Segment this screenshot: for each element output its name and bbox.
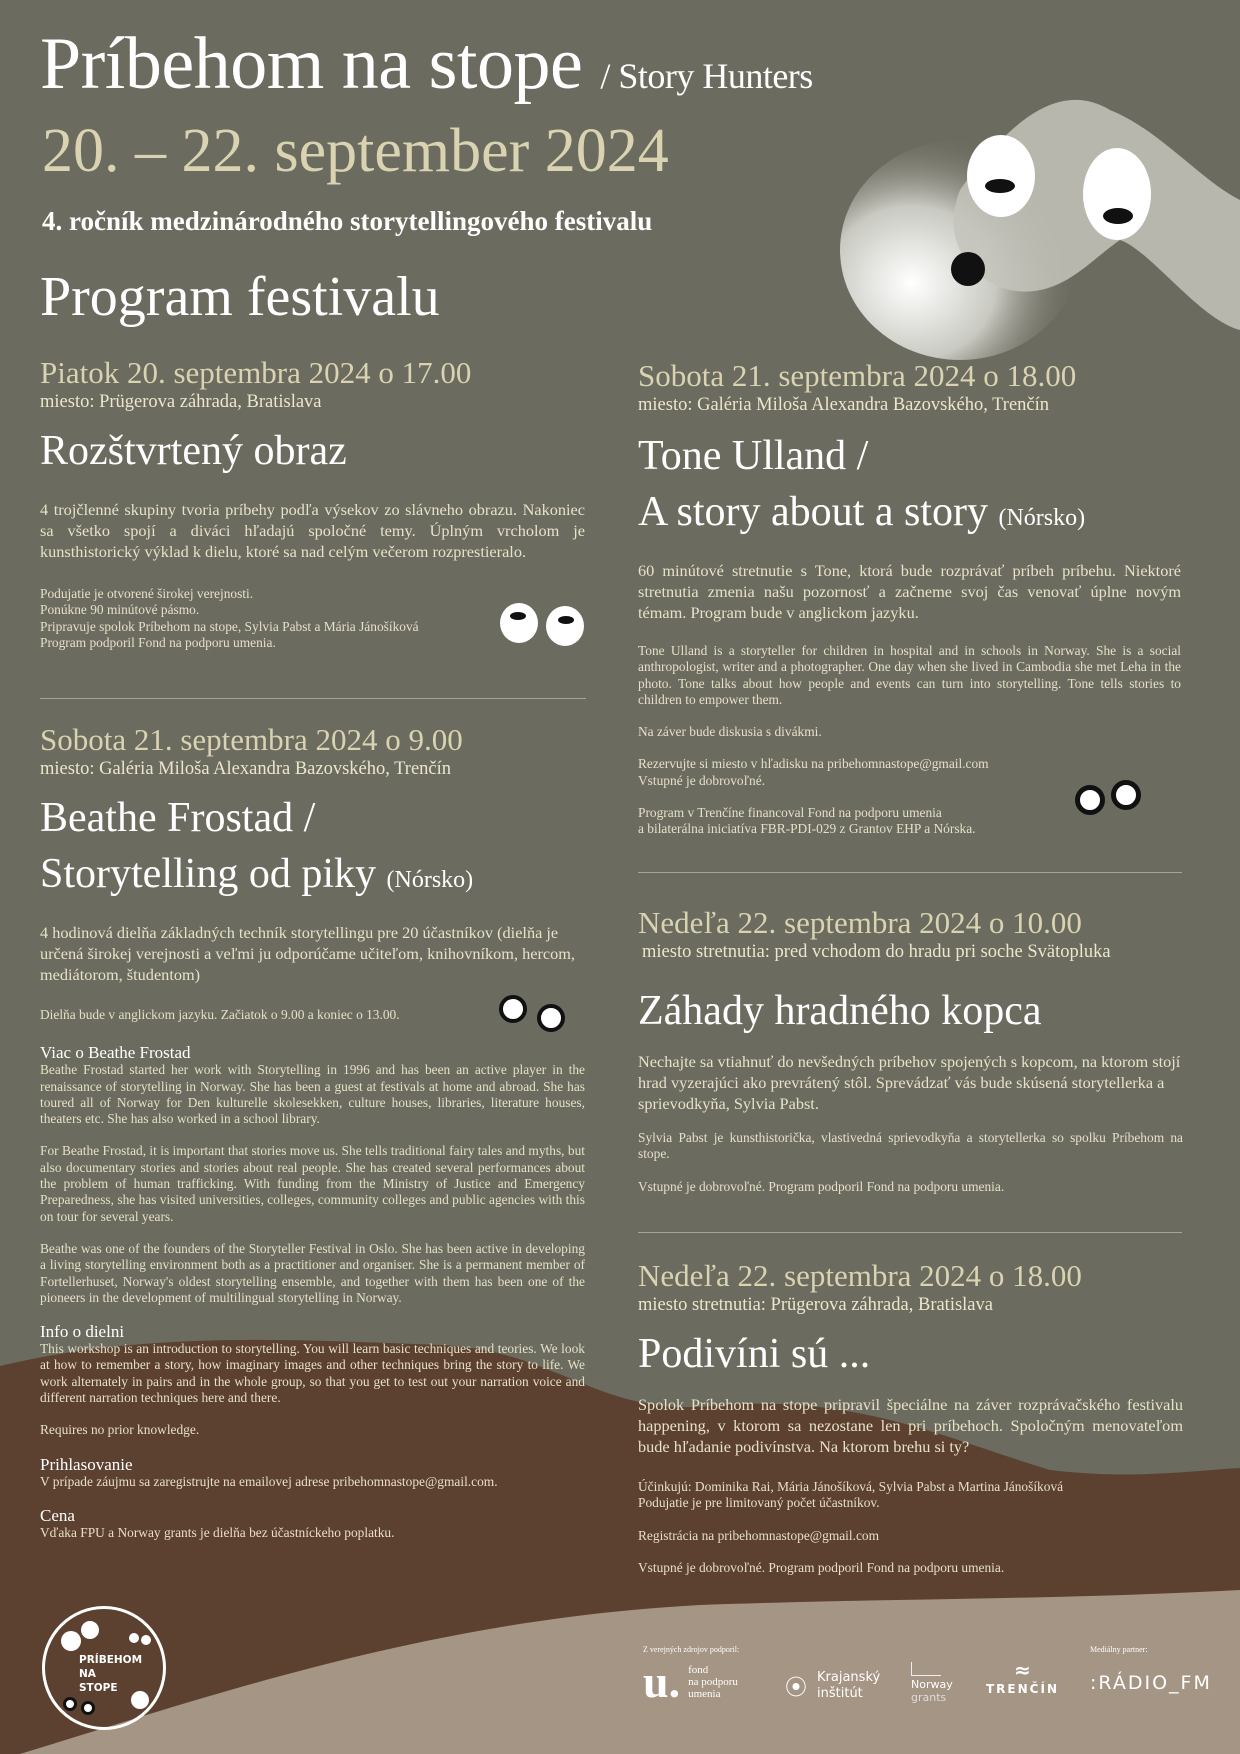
info-line: Program v Trenčíne financoval Fond na podporu umenia — [638, 805, 942, 821]
event-place: miesto: Galéria Miloša Alexandra Bazovského, Trenčín — [638, 395, 1050, 415]
event-description: 60 minútové stretnutie s Tone, ktorá bude rozprávať príbeh príbehu. Niektoré stretnutia zmenia našu pozornosť a začneme svoj čas venovať úplne novým témam. Program bude v anglickom jazyku. — [638, 561, 1181, 622]
event-description: Spolok Príbehom na stope pripravil špeciálne na záver rozprávačského festivalu happening, v ktorom sa nezostane len pri príbehoch. Spoločným menovateľom bude hľadanie podivínstva. Na ktorom brehu si ty? — [638, 1395, 1183, 1456]
eye-icon — [1111, 780, 1141, 810]
program-heading: Program festivalu — [40, 266, 440, 328]
info-line: Registrácia na pribehomnastope@gmail.com — [638, 1527, 880, 1543]
event-title: Záhady hradného kopca — [638, 988, 1042, 1034]
trencin-logo: ≈ TRENČÍN — [986, 1658, 1059, 1696]
event-2 — [40, 722, 585, 1541]
info-line: a bilaterálna iniciatíva FBR-PDI-029 z Grantov EHP a Nórska. — [638, 821, 976, 837]
divider — [40, 698, 586, 699]
krajansky-institut-logo: ⦿ Krajanský inštitút — [785, 1670, 881, 1701]
divider — [638, 1232, 1182, 1233]
info-paragraph: Tone Ulland is a storyteller for children in hospital and in schools in Norway. She is a social anthropologist, writer and a photographer. One day when she lived in Cambodia she met Leha in the photo. Tone talks about how people and events can turn into storytelling. Tone tells stories to children to empower them. — [638, 643, 1181, 707]
festival-logo: PRÍBEHOM NA STOPE — [42, 1606, 166, 1730]
event-date: Nedeľa 22. septembra 2024 o 10.00 — [638, 905, 1082, 940]
support-label: Z verejných zdrojov podporil: — [643, 1645, 740, 1654]
info-paragraph: Na záver bude diskusia s divákmi. — [638, 724, 822, 740]
creature-eye-right — [1083, 148, 1151, 240]
info-paragraph: Vstupné je dobrovoľné. Program podporil Fond na podporu umenia. — [638, 1178, 1005, 1194]
info-line: Vstupné je dobrovoľné. Program podporil Fond na podporu umenia. — [638, 1559, 1005, 1575]
event-place: miesto: Prügerova záhrada, Bratislava — [40, 392, 322, 412]
registration-text: V prípade záujmu sa zaregistrujte na emailovej adrese pribehomnastope@gmail.com. — [40, 1473, 498, 1489]
eye-icon — [499, 995, 527, 1023]
divider — [638, 872, 1182, 873]
info-line: Dielňa bude v anglickom jazyku. Začiatok o 9.00 a koniec o 13.00. — [40, 1007, 400, 1022]
bio-paragraph: Beathe was one of the founders of the Storyteller Festival in Oslo. She has been active in developing a living storytelling environment both as a practitioner and organiser. She is a permanent member of Fortellerhuset, Norway's oldest storytelling ensemble, and together with them has been one of the pioneers in the development of multilingual storytelling in Norway. — [40, 1240, 585, 1305]
radio-fm-logo: :RÁDIO_FM — [1090, 1672, 1212, 1694]
info-paragraph: This workshop is an introduction to storytelling. You will learn basic techniques and teories. We look at how to remember a story, how imaginary images and other techniques bring the story to life. We work alternately in pairs and in the whole group, so that you get to test out your narration voice and different narration techniques here and there. — [40, 1341, 585, 1406]
bio-paragraph: For Beathe Frostad, it is important that stories move us. She tells traditional fairy tales and myths, but also documentary stories and stories about real people. She has created several performances about the problem of human trafficking. With funding from the Ministry of Justice and Emergency Preparedness, she has visited universities, colleges, community colleges and public agencies with this on tour for several years. — [40, 1143, 585, 1224]
event-title: A story about a story (Nórsko) — [638, 489, 1086, 535]
price-heading: Cena — [40, 1505, 75, 1525]
event-description: Nechajte sa vtiahnuť do nevšedných príbehov spojených s kopcom, na ktorom stojí hrad vyzerajúci ako prevrátený stôl. Sprevádzať vás bude skúsená storytellerka a sprievodkyňa, Sylvia Pabst. — [638, 1052, 1181, 1113]
eye-icon — [546, 606, 584, 646]
info-line: Rezervujte si miesto v hľadisku na pribehomnastope@gmail.com — [638, 756, 989, 772]
event-title: Rozštvrtený obraz — [40, 428, 347, 474]
eye-icon — [500, 603, 538, 643]
info-paragraph: Requires no prior knowledge. — [40, 1422, 200, 1438]
event-3 — [638, 358, 1198, 838]
info-paragraph: Sylvia Pabst je kunsthistorička, vlastivedná sprievodkyňa a storytellerka so spolku Príbehom na stope. — [638, 1130, 1183, 1162]
event-1 — [40, 355, 585, 651]
festival-dates: 20. – 22. september 2024 — [42, 117, 669, 185]
event-place: miesto stretnutia: pred vchodom do hradu pri soche Svätopluka — [642, 942, 1111, 962]
event-description: 4 trojčlenné skupiny tvoria príbehy podľa výsekov zo slávneho obrazu. Nakoniec sa všetko spojí a diváci hľadajú spoločné temy. Úplným vrcholom je kunsthistorický výklad k dielu, ktoré sa nad celým večerom rozprestieralo. — [40, 500, 585, 561]
fpu-logo: u. fond na podporu umenia — [643, 1656, 738, 1707]
event-date: Sobota 21. septembra 2024 o 18.00 — [638, 358, 1077, 393]
event-title: Beathe Frostad / — [40, 795, 316, 841]
info-line: Podujatie je pre limitovaný počet účastníkov. — [638, 1495, 880, 1511]
info-heading: Info o dielni — [40, 1322, 125, 1342]
registration-heading: Prihlasovanie — [40, 1454, 133, 1474]
eye-icon — [537, 1004, 565, 1032]
creature-nose — [951, 252, 985, 286]
event-title: Storytelling od piky (Nórsko) — [40, 851, 474, 897]
info-line: Účinkujú: Dominika Rai, Mária Jánošíková, Sylvia Pabst a Martina Jánošíková — [638, 1479, 1064, 1494]
bio-paragraph: Beathe Frostad started her work with Storytelling in 1996 and has been an active player in the renaissance of storytelling in Norway. She has been a guest at festivals at home and abroad. She has toured all of Norway for Den kulturelle skolesekken, culture houses, libraries, literature houses, theaters etc. She has also worked in a school library. — [40, 1062, 585, 1127]
creature-eye-left — [967, 135, 1035, 217]
info-line: Ponúkne 90 minútové pásmo. — [40, 602, 200, 618]
event-place: miesto stretnutia: Prügerova záhrada, Bratislava — [638, 1295, 993, 1315]
event-date: Piatok 20. septembra 2024 o 17.00 — [40, 355, 472, 390]
event-date: Sobota 21. septembra 2024 o 9.00 — [40, 722, 463, 757]
event-description: 4 hodinová dielňa základných techník storytellingu pre 20 účastníkov (dielňa je určená širokej verejnosti a veľmi ju odporúčame učiteľom, knihovníkom, hercom, mediátorom, študentom) — [40, 923, 575, 984]
festival-title: Príbehom na stope / Story Hunters — [40, 23, 813, 105]
event-4 — [638, 905, 1198, 1211]
event-5 — [638, 1258, 1198, 1576]
price-text: Vďaka FPU a Norway grants je dielňa bez účastníckeho poplatku. — [40, 1524, 395, 1540]
festival-subtitle: 4. ročník medzinárodného storytellingového festivalu — [42, 206, 653, 236]
event-title: Tone Ulland / — [638, 433, 869, 479]
info-line: Pripravuje spolok Príbehom na stope, Sylvia Pabst a Mária Jánošíková — [40, 618, 419, 634]
event-place: miesto: Galéria Miloša Alexandra Bazovského, Trenčín — [40, 759, 452, 779]
more-heading: Viac o Beathe Frostad — [40, 1043, 191, 1063]
norway-grants-logo: Norway grants — [911, 1662, 953, 1704]
eye-icon — [1075, 785, 1105, 815]
info-line: Vstupné je dobrovoľné. — [638, 772, 766, 788]
info-line: Program podporil Fond na podporu umenia. — [40, 634, 276, 650]
location-pin-icon: ⦿ — [785, 1675, 808, 1701]
info-line: Podujatie je otvorené širokej verejnosti. — [40, 586, 254, 601]
event-title: Podivíni sú ... — [638, 1331, 871, 1377]
media-partner-label: Mediálny partner: — [1090, 1645, 1148, 1654]
event-date: Nedeľa 22. septembra 2024 o 18.00 — [638, 1258, 1082, 1293]
